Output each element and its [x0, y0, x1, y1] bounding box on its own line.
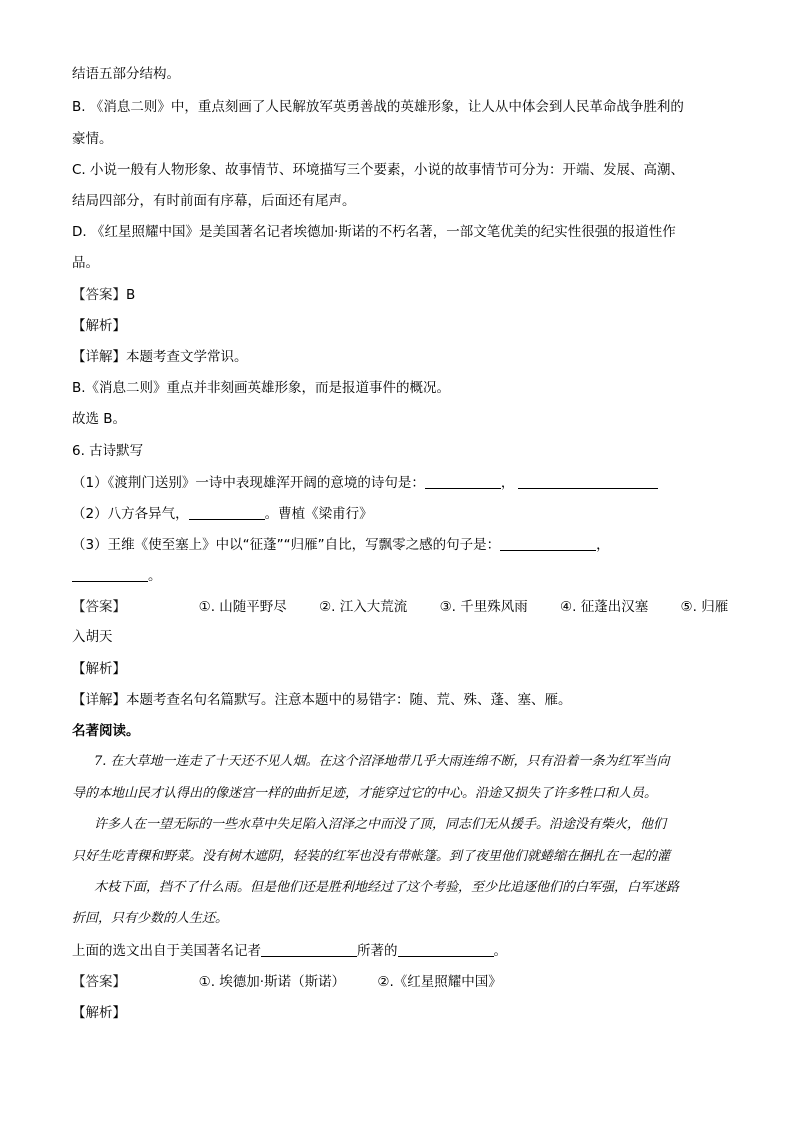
item-text: （2）八方各异气，	[72, 506, 189, 522]
question-7-answer	[72, 972, 502, 992]
passage-line: 木枝下面，挡不了什么雨。但是他们还是胜利地经过了这个考验，至少比追逐他们的白军强，白军迷路	[94, 880, 680, 895]
conclusion-line: 故选 B。	[72, 411, 127, 427]
item-text: 。	[148, 568, 162, 584]
fill-blank[interactable]	[500, 536, 596, 551]
item-text: 所著的	[357, 943, 398, 959]
answer-item: ①. 山随平野尽	[198, 599, 287, 615]
item-text: （3）王维《使至塞上》中以“征蓬”“归雁”自比，写飘零之感的句子是：	[72, 537, 501, 553]
fill-blank[interactable]	[189, 505, 265, 520]
answer-value: B	[126, 287, 136, 303]
analysis-tag: 【解析】	[72, 661, 126, 677]
fill-blank[interactable]	[398, 942, 494, 957]
fill-blank[interactable]	[72, 567, 148, 582]
fill-blank[interactable]	[261, 942, 357, 957]
answer-tag: 【答案】	[72, 287, 126, 303]
passage-line: 只好生吃青稞和野菜。没有树木遮阴，轻装的红军也没有带帐篷。到了夜里他们就蜷缩在捆扎在一起的灌	[72, 849, 671, 864]
fill-blank[interactable]	[425, 474, 501, 489]
text-line: 结语五部分结构。	[72, 66, 180, 82]
item-sep: ，	[500, 475, 515, 491]
option-b-line: B. 《消息二则》中，重点刻画了人民解放军英勇善战的英雄形象，让人从中体会到人民革命战争胜利的	[72, 99, 684, 115]
option-d-line: D. 《红星照耀中国》是美国著名记者埃德加·斯诺的不朽名著，一部文笔优美的纪实性很强的报道性作	[72, 224, 676, 240]
item-text: （1）《渡荆门送别》一诗中表现雄浑开阔的意境的诗句是：	[72, 475, 425, 491]
text-line: 品。	[72, 255, 99, 271]
question-6-item-2	[72, 504, 373, 524]
answer-tag: 【答案】	[72, 599, 126, 615]
text-line: 豪情。	[72, 131, 113, 147]
passage-line: 7. 在大草地一连走了十天还不见人烟。在这个沼泽地带几乎大雨连绵不断，只有沿着一条为红军当向	[94, 754, 670, 769]
passage-line: 折回，只有少数的人生还。	[72, 911, 229, 926]
analysis-tag: 【解析】	[72, 318, 126, 334]
item-text: 。	[493, 943, 507, 959]
fill-blank[interactable]	[518, 474, 658, 489]
question-6-item-1	[72, 473, 658, 493]
passage-line: 导的本地山民才认得出的像迷宫一样的曲折足迹，才能穿过它的中心。沿途又损失了许多牲口和人员。	[72, 786, 658, 801]
item-sep: ，	[596, 537, 610, 553]
detail-line: 【详解】本题考查文学常识。	[72, 349, 248, 365]
question-7	[72, 941, 507, 961]
text-line: 结局四部分，有时前面有序幕，后面还有尾声。	[72, 193, 356, 209]
option-c-line: C. 小说一般有人物形象、故事情节、环境描写三个要素，小说的故事情节可分为：开端、发展、高潮、	[72, 162, 685, 178]
item-text: 上面的选文出自于美国著名记者	[72, 943, 261, 959]
question-6-item-3	[72, 535, 610, 555]
answer-tag: 【答案】	[72, 974, 126, 990]
answer-line	[72, 285, 135, 305]
item-text: 。曹植《梁甫行》	[264, 506, 373, 522]
analysis-tag: 【解析】	[72, 1005, 126, 1021]
section-title: 名著阅读。	[72, 723, 140, 739]
answer-item: ②.《红星照耀中国》	[377, 974, 502, 990]
answer-item: ④. 征蓬出汉塞	[560, 599, 649, 615]
answer-continuation: 入胡天	[72, 629, 113, 645]
detail-line: B.《消息二则》重点并非刻画英雄形象，而是报道事件的概况。	[72, 380, 451, 396]
question-6-answer	[72, 597, 728, 617]
detail-line: 【详解】本题考查名句名篇默写。注意本题中的易错字：随、荒、殊、蓬、塞、雁。	[72, 692, 572, 708]
answer-item: ③. 千里殊风雨	[439, 599, 528, 615]
question-6-title: 6. 古诗默写	[72, 443, 144, 459]
passage-line: 许多人在一望无际的一些水草中失足陷入沼泽之中而没了顶，同志们无从援手。沿途没有柴火，他们	[94, 817, 667, 832]
question-6-item-3-cont	[72, 566, 162, 586]
answer-item: ②. 江入大荒流	[319, 599, 408, 615]
answer-item: ①. 埃德加·斯诺（斯诺）	[198, 974, 346, 990]
answer-item: ⑤. 归雁	[680, 599, 729, 615]
